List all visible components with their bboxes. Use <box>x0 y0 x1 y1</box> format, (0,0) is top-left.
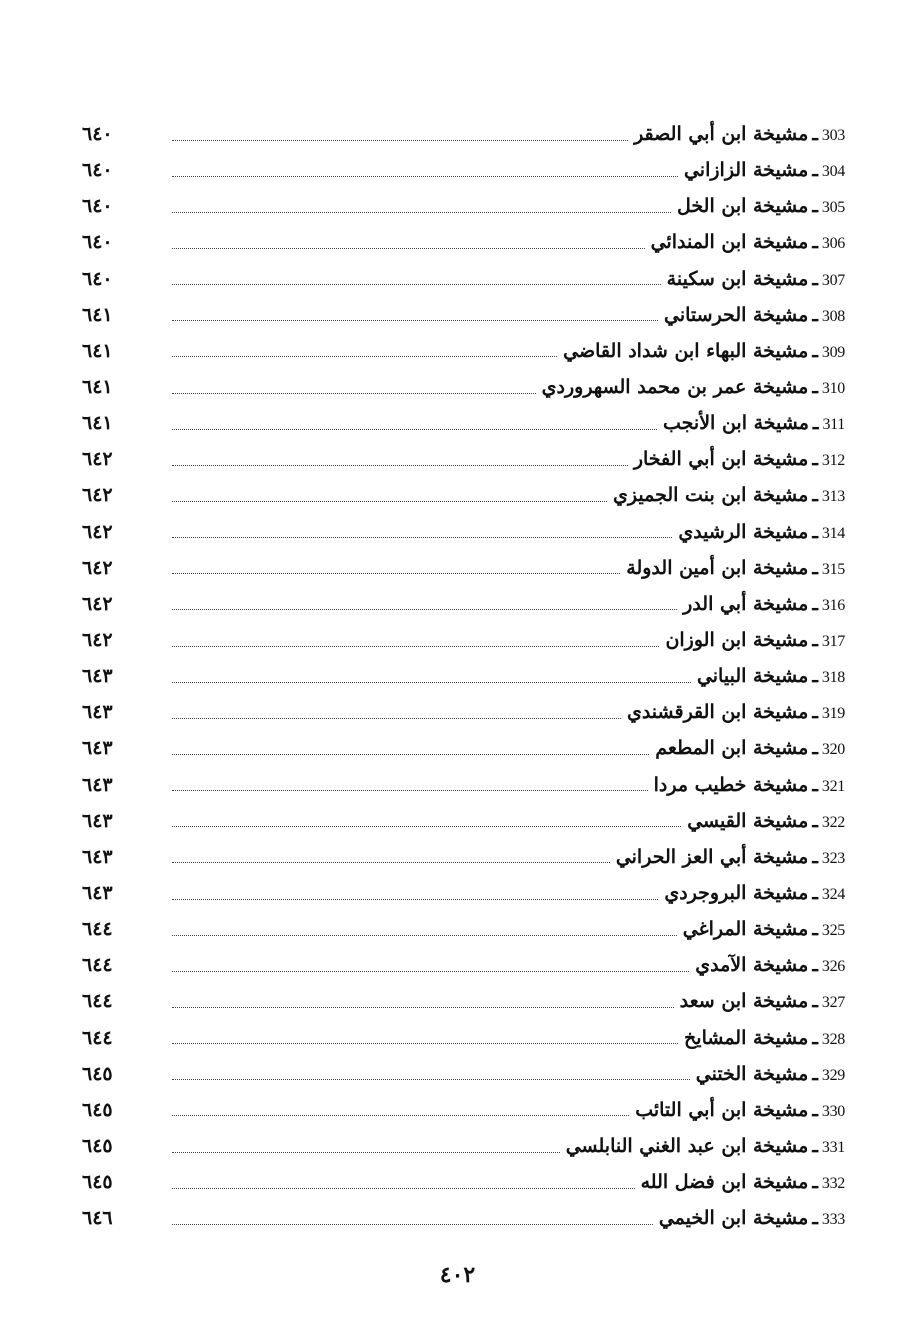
toc-entry <box>70 658 845 694</box>
entry-separator: ـ <box>812 990 818 1013</box>
entry-number: 307 <box>821 271 845 289</box>
entry-title: مشيخة ابن سكينة <box>666 267 809 290</box>
toc-entry-label <box>654 774 845 796</box>
toc-page-number: ٦٤٠ <box>82 195 113 218</box>
toc-page-number: ٦٤٣ <box>82 809 113 832</box>
toc-entry <box>70 1164 845 1200</box>
entry-number: 318 <box>821 669 845 687</box>
toc-entry <box>70 116 845 152</box>
toc-page-number: ٦٤٢ <box>82 592 113 615</box>
toc-entry-label <box>663 412 845 434</box>
entry-title: مشيخة البهاء ابن شداد القاضي <box>563 339 809 362</box>
entry-title: مشيخة القيسي <box>687 809 809 832</box>
toc-entry <box>70 514 845 550</box>
toc-page-number: ٦٤٣ <box>82 845 113 868</box>
toc-page-number: ٦٤٣ <box>82 665 113 688</box>
toc-entry <box>70 369 845 405</box>
toc-entry-label <box>563 340 845 362</box>
entry-separator: ـ <box>812 1135 818 1157</box>
entry-separator: ـ <box>812 195 818 218</box>
entry-number: 328 <box>821 1030 845 1048</box>
entry-number: 305 <box>821 199 845 217</box>
entry-title: مشيخة الحرستاني <box>664 303 809 326</box>
entry-separator: ـ <box>812 1098 818 1121</box>
toc-entry <box>70 550 845 586</box>
toc-entry <box>70 803 845 839</box>
entry-separator: ـ <box>812 882 818 905</box>
toc-page-number: ٦٤٢ <box>82 629 113 652</box>
toc-entry-label <box>684 1027 845 1049</box>
toc-entry <box>70 947 845 983</box>
entry-separator: ـ <box>812 412 819 435</box>
entry-number: 306 <box>821 235 845 253</box>
dot-leader <box>172 682 691 683</box>
entry-separator: ـ <box>812 701 818 724</box>
entry-title: مشيخة البياني <box>696 665 809 688</box>
entry-title: مشيخة ابن الأنجب <box>663 412 809 435</box>
toc-entry <box>70 983 845 1019</box>
toc-entry-label <box>626 557 845 579</box>
entry-separator: ـ <box>812 737 818 760</box>
toc-entry <box>70 1056 845 1092</box>
entry-number: 333 <box>821 1211 845 1229</box>
dot-leader <box>172 1007 674 1008</box>
entry-number: 303 <box>821 127 845 145</box>
toc-entry-label <box>627 701 845 723</box>
entry-separator: ـ <box>812 809 818 832</box>
entry-separator: ـ <box>812 231 818 254</box>
dot-leader <box>172 1224 653 1225</box>
toc-entry-label <box>678 521 845 543</box>
toc-entry <box>70 441 845 477</box>
entry-number: 314 <box>821 524 845 542</box>
entry-separator: ـ <box>812 954 818 977</box>
toc-entry-label <box>613 484 845 506</box>
toc-page-number: ٦٤١ <box>82 376 113 399</box>
toc-entry-label <box>641 1171 845 1193</box>
toc-entry <box>70 694 845 730</box>
toc-page-number: ٦٤٥ <box>82 1098 113 1121</box>
entry-number: 332 <box>821 1175 845 1193</box>
entry-number: 304 <box>821 163 845 181</box>
toc-entry-label <box>683 918 845 940</box>
entry-number: 319 <box>821 705 845 723</box>
toc-entry-label <box>667 268 845 290</box>
toc-page-number: ٦٤٢ <box>82 484 113 507</box>
entry-title: مشيخة ابن فضل الله <box>640 1171 809 1194</box>
dot-leader <box>172 971 689 972</box>
dot-leader <box>172 718 621 719</box>
toc-page-number: ٦٤١ <box>82 339 113 362</box>
toc-entry-label <box>677 195 845 217</box>
toc-entry-label <box>566 1135 845 1157</box>
entry-title: مشيخة الزازاني <box>683 159 809 182</box>
toc-entry <box>70 911 845 947</box>
entry-separator: ـ <box>812 303 818 326</box>
entry-number: 311 <box>822 416 845 434</box>
toc-page-number: ٦٤٢ <box>82 448 113 471</box>
entry-number: 326 <box>821 958 845 976</box>
toc-entry-label <box>651 231 845 253</box>
toc-page-number: ٦٤٢ <box>82 556 113 579</box>
toc-page-number: ٦٤٣ <box>82 737 113 760</box>
dot-leader <box>172 140 628 141</box>
entry-number: 322 <box>821 813 845 831</box>
table-of-contents <box>70 116 845 1236</box>
toc-page-number: ٦٤٣ <box>82 701 113 724</box>
entry-title: مشيخة ابن الوزان <box>665 629 809 652</box>
entry-title: مشيخة ابن المندائي <box>650 231 809 254</box>
entry-title: مشيخة الختني <box>695 1062 809 1085</box>
dot-leader <box>172 862 610 863</box>
dot-leader <box>172 284 661 285</box>
toc-entry-label <box>655 737 845 759</box>
entry-title: مشيخة خطيب مردا <box>653 773 809 796</box>
toc-page-number: ٦٤١ <box>82 412 113 435</box>
entry-number: 309 <box>821 343 845 361</box>
toc-entry-label <box>687 810 845 832</box>
dot-leader <box>172 609 677 610</box>
toc-entry-label <box>635 1099 845 1121</box>
toc-entry <box>70 839 845 875</box>
entry-separator: ـ <box>812 339 818 362</box>
toc-entry-label <box>634 123 845 145</box>
entry-title: مشيخة الآمدي <box>695 954 809 977</box>
dot-leader <box>172 212 671 213</box>
toc-page-number: ٦٤٠ <box>82 267 113 290</box>
entry-number: 325 <box>821 922 845 940</box>
dot-leader <box>172 537 672 538</box>
toc-entry <box>70 1128 845 1164</box>
entry-number: 315 <box>821 560 845 578</box>
dot-leader <box>172 935 677 936</box>
dot-leader <box>172 754 649 755</box>
dot-leader <box>172 1188 635 1189</box>
entry-number: 320 <box>821 741 845 759</box>
toc-entry <box>70 333 845 369</box>
entry-title: مشيخة الرشيدي <box>678 520 809 543</box>
dot-leader <box>172 176 678 177</box>
entry-separator: ـ <box>812 520 818 543</box>
entry-number: 329 <box>821 1066 845 1084</box>
entry-separator: ـ <box>812 773 818 796</box>
toc-entry <box>70 1020 845 1056</box>
toc-page-number: ٦٤٣ <box>82 882 113 905</box>
entry-separator: ـ <box>812 629 818 652</box>
toc-page-number: ٦٤٢ <box>82 520 113 543</box>
entry-title: مشيخة ابن أبي الصقر <box>634 123 809 146</box>
entry-title: مشيخة ابن عبد الغني النابلسي <box>565 1135 809 1157</box>
entry-title: مشيخة المراغي <box>682 918 809 941</box>
toc-entry <box>70 586 845 622</box>
entry-separator: ـ <box>812 845 818 868</box>
entry-title: مشيخة ابن أمين الدولة <box>626 556 809 579</box>
toc-entry <box>70 261 845 297</box>
toc-entry <box>70 767 845 803</box>
entry-separator: ـ <box>812 556 818 579</box>
dot-leader <box>172 573 620 574</box>
entry-separator: ـ <box>812 1062 818 1085</box>
entry-number: 331 <box>821 1139 845 1156</box>
entry-title: مشيخة ابن سعد <box>679 990 809 1013</box>
entry-number: 312 <box>821 452 845 470</box>
toc-entry <box>70 875 845 911</box>
toc-entry-label <box>696 1063 845 1085</box>
entry-separator: ـ <box>812 123 818 146</box>
dot-leader <box>172 646 659 647</box>
entry-number: 324 <box>821 886 845 904</box>
entry-title: مشيخة ابن الخل <box>677 195 809 218</box>
toc-entry <box>70 1200 845 1236</box>
entry-number: 310 <box>821 380 845 398</box>
toc-entry-label <box>634 448 845 470</box>
entry-number: 317 <box>821 633 845 651</box>
toc-entry <box>70 224 845 260</box>
toc-entry-label <box>542 376 845 398</box>
toc-page-number: ٦٤٤ <box>82 990 113 1013</box>
entry-title: مشيخة ابن أبي الفخار <box>633 448 809 471</box>
entry-number: 323 <box>821 849 845 867</box>
dot-leader <box>172 501 607 502</box>
entry-number: 330 <box>821 1102 845 1120</box>
entry-separator: ـ <box>812 665 818 688</box>
toc-page-number: ٦٤١ <box>82 303 113 326</box>
entry-title: مشيخة المشايخ <box>684 1026 809 1049</box>
entry-title: مشيخة أبي الدر <box>683 592 809 615</box>
dot-leader <box>172 248 645 249</box>
toc-entry-label <box>697 665 845 687</box>
toc-page-number: ٦٤٤ <box>82 954 113 977</box>
dot-leader <box>172 429 657 430</box>
toc-entry <box>70 188 845 224</box>
entry-title: مشيخة ابن القرقشندي <box>626 701 809 724</box>
entry-number: 316 <box>821 596 845 614</box>
toc-entry <box>70 477 845 513</box>
toc-page-number: ٦٤٤ <box>82 1026 113 1049</box>
toc-entry-label <box>616 846 845 868</box>
entry-separator: ـ <box>812 592 818 615</box>
entry-title: مشيخة ابن المطعم <box>655 737 809 760</box>
toc-entry <box>70 152 845 188</box>
dot-leader <box>172 790 648 791</box>
entry-separator: ـ <box>812 376 818 399</box>
toc-page-number: ٦٤٠ <box>82 159 113 182</box>
dot-leader <box>172 320 658 321</box>
entry-separator: ـ <box>812 159 818 182</box>
dot-leader <box>172 1115 629 1116</box>
toc-entry-label <box>664 304 845 326</box>
toc-entry-label <box>695 954 845 976</box>
toc-entry-label <box>684 159 845 181</box>
toc-entry-label <box>664 882 845 904</box>
entry-separator: ـ <box>812 1207 818 1230</box>
dot-leader <box>172 899 658 900</box>
entry-number: 313 <box>821 488 845 506</box>
toc-page-number: ٦٤٥ <box>82 1135 113 1157</box>
entry-number: 308 <box>821 307 845 325</box>
entry-separator: ـ <box>812 1171 818 1194</box>
toc-page-number: ٦٤٦ <box>82 1207 113 1230</box>
toc-entry <box>70 405 845 441</box>
entry-title: مشيخة ابن الخيمي <box>658 1207 809 1230</box>
toc-page-number: ٦٤٠ <box>82 231 113 254</box>
entry-title: مشيخة أبي العز الحراني <box>615 845 809 868</box>
page-number-footer: ٤٠٢ <box>439 1262 476 1288</box>
dot-leader <box>172 1043 678 1044</box>
entry-separator: ـ <box>812 267 818 290</box>
toc-entry <box>70 1092 845 1128</box>
toc-entry <box>70 297 845 333</box>
dot-leader <box>172 826 681 827</box>
entry-title: مشيخة عمر بن محمد السهروردي <box>541 376 809 399</box>
entry-title: مشيخة ابن بنت الجميزي <box>613 484 809 507</box>
entry-separator: ـ <box>812 484 818 507</box>
toc-page-number: ٦٤٥ <box>82 1171 113 1194</box>
toc-page-number: ٦٤٥ <box>82 1062 113 1085</box>
toc-page-number: ٦٤٠ <box>82 123 113 146</box>
entry-title: مشيخة ابن أبي التائب <box>635 1098 809 1121</box>
entry-number: 321 <box>821 777 845 795</box>
dot-leader <box>172 393 536 394</box>
entry-title: مشيخة البروجردي <box>664 882 809 905</box>
toc-entry-label <box>680 990 845 1012</box>
toc-page-number: ٦٤٣ <box>82 773 113 796</box>
dot-leader <box>172 356 557 357</box>
toc-entry-label <box>659 1207 845 1229</box>
entry-separator: ـ <box>812 918 818 941</box>
dot-leader <box>172 465 628 466</box>
toc-entry <box>70 622 845 658</box>
entry-separator: ـ <box>812 448 818 471</box>
toc-page-number: ٦٤٤ <box>82 918 113 941</box>
entry-number: 327 <box>821 994 845 1012</box>
toc-entry-label <box>665 629 845 651</box>
toc-entry <box>70 730 845 766</box>
toc-entry-label <box>683 593 845 615</box>
dot-leader <box>172 1079 690 1080</box>
entry-separator: ـ <box>812 1026 818 1049</box>
dot-leader <box>172 1152 560 1153</box>
